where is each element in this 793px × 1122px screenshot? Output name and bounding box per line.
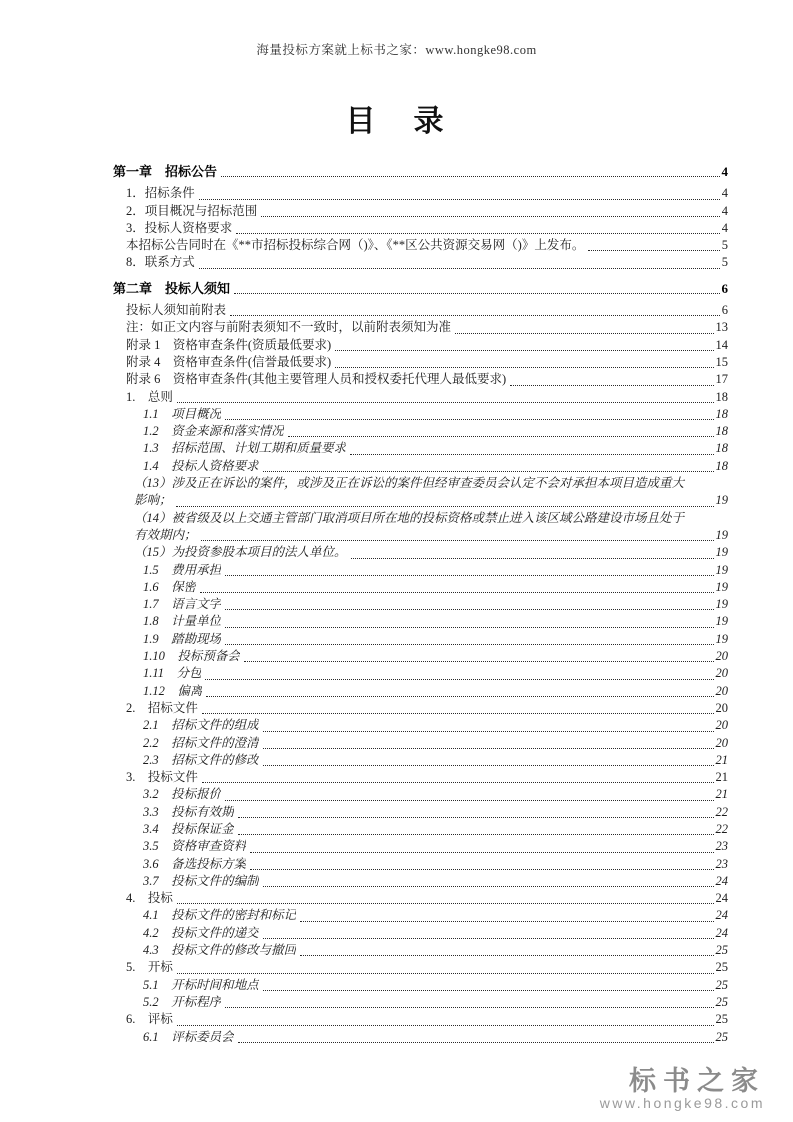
dot-leader — [176, 506, 714, 507]
toc-entry-label: 1.7 语言文字 — [143, 597, 222, 612]
toc-entry-label: 5.1 开标时间和地点 — [143, 977, 259, 992]
toc-entry-label: 附录 4 资格审查条件(信誉最低要求) — [126, 354, 332, 369]
toc-entry-label: 2.1 招标文件的组成 — [143, 718, 259, 733]
toc-row — [113, 203, 728, 220]
page-number: 25 — [715, 1012, 728, 1027]
table-of-contents — [113, 163, 728, 1046]
dot-leader — [201, 540, 714, 541]
page-number: 18 — [715, 424, 728, 439]
toc-row — [113, 769, 728, 786]
toc-row — [113, 475, 728, 492]
toc-entry-label: 6.1 评标委员会 — [143, 1029, 234, 1044]
page-number: 20 — [715, 735, 728, 750]
toc-row — [113, 254, 728, 271]
toc-entry-label: 1.8 计量单位 — [143, 614, 222, 629]
toc-entry-label: 1.2 资金来源和落实情况 — [143, 424, 284, 439]
toc-row — [113, 890, 728, 907]
dot-leader — [202, 713, 714, 714]
toc-row — [113, 596, 728, 613]
toc-entry-label: 3.2 投标报价 — [143, 787, 222, 802]
page-number: 22 — [715, 804, 728, 819]
watermark-logo-text: 标书之家 — [629, 1065, 765, 1096]
toc-entry-label: （15）为投资参股本项目的法人单位。 — [134, 545, 347, 560]
toc-entry-label: 2.3 招标文件的修改 — [143, 752, 259, 767]
toc-row — [113, 458, 728, 475]
toc-entry-label: 5.2 开标程序 — [143, 994, 222, 1009]
toc-row — [113, 185, 728, 202]
toc-entry-label: 附录 6 资格审查条件(其他主要管理人员和授权委托代理人最低要求) — [126, 372, 507, 387]
toc-entry-label: 注：如正文内容与前附表须知不一致时，以前附表须知为准 — [126, 320, 452, 335]
dot-leader — [225, 575, 713, 576]
toc-entry-label: 4.2 投标文件的递交 — [143, 925, 259, 940]
page-number: 25 — [715, 994, 728, 1009]
toc-row — [113, 786, 728, 803]
dot-leader — [177, 903, 714, 904]
page-number: 24 — [715, 891, 728, 906]
dot-leader — [199, 268, 720, 269]
toc-entry-label: 第一章 招标公告 — [113, 164, 218, 179]
dot-leader — [263, 765, 714, 766]
toc-row — [113, 1029, 728, 1046]
page-number: 6 — [721, 303, 728, 318]
toc-entry-label: 1. 总则 — [126, 389, 173, 404]
toc-row — [113, 717, 728, 734]
dot-leader — [238, 1042, 714, 1043]
dot-leader — [263, 731, 714, 732]
toc-row — [113, 907, 728, 924]
toc-row — [113, 302, 728, 319]
page-number: 19 — [715, 493, 728, 508]
dot-leader — [335, 350, 713, 351]
toc-row — [113, 527, 728, 544]
toc-entry-label: 1.3 招标范围、计划工期和质量要求 — [143, 441, 347, 456]
toc-entry-label: 3. 投标文件 — [126, 770, 198, 785]
dot-leader — [225, 419, 713, 420]
toc-row — [113, 821, 728, 838]
page-number: 5 — [721, 238, 728, 253]
page-number: 25 — [715, 960, 728, 975]
page-number: 18 — [715, 406, 728, 421]
page-number: 24 — [715, 873, 728, 888]
page-number: 20 — [715, 700, 728, 715]
dot-leader — [177, 973, 714, 974]
page-number: 15 — [715, 354, 728, 369]
toc-entry-label: 4.3 投标文件的修改与撤回 — [143, 943, 297, 958]
toc-entry-label: （13）涉及正在诉讼的案件，或涉及正在诉讼的案件但经审查委员会认定不会对承担本项目造成重大 — [134, 476, 685, 491]
page-number: 14 — [715, 337, 728, 352]
page-title: 目 录 — [345, 105, 448, 138]
toc-row — [113, 319, 728, 336]
dot-leader — [238, 817, 714, 818]
dot-leader — [510, 385, 713, 386]
toc-row — [113, 977, 728, 994]
toc-entry-label: 4.1 投标文件的密封和标记 — [143, 908, 297, 923]
toc-entry-label: 4. 投标 — [126, 891, 173, 906]
toc-entry-label: 1.11 分包 — [143, 666, 202, 681]
page-number: 4 — [721, 203, 728, 218]
toc-entry-label: 本招标公告同时在《**市招标投标综合网（)》、《**区公共资源交易网（)》上发布。 — [126, 238, 585, 253]
toc-row — [113, 994, 728, 1011]
dot-leader — [261, 216, 719, 217]
toc-row — [113, 371, 728, 388]
toc-entry-label: 1.4 投标人资格要求 — [143, 458, 259, 473]
toc-entry-label: 2．项目概况与招标范围 — [126, 203, 258, 218]
page-number: 19 — [715, 562, 728, 577]
page-number: 22 — [715, 821, 728, 836]
dot-leader — [350, 454, 713, 455]
dot-leader — [177, 402, 714, 403]
toc-row — [113, 562, 728, 579]
dot-leader — [263, 748, 714, 749]
dot-leader — [177, 1025, 714, 1026]
dot-leader — [455, 333, 713, 334]
page-number: 25 — [715, 977, 728, 992]
toc-row — [113, 163, 728, 180]
dot-leader — [263, 886, 714, 887]
dot-leader — [236, 233, 719, 234]
page-number: 4 — [721, 220, 728, 235]
page-number: 21 — [715, 787, 728, 802]
toc-row — [113, 959, 728, 976]
page-number: 20 — [715, 683, 728, 698]
toc-entry-label: 3.5 资格审查资料 — [143, 839, 247, 854]
toc-row — [113, 337, 728, 354]
dot-leader — [206, 696, 713, 697]
toc-entry-label: 3.6 备选投标方案 — [143, 856, 247, 871]
toc-row — [113, 925, 728, 942]
toc-row — [113, 280, 728, 297]
dot-leader — [199, 199, 720, 200]
dot-leader — [588, 250, 719, 251]
dot-leader — [300, 921, 713, 922]
toc-row — [113, 406, 728, 423]
dot-leader — [238, 834, 714, 835]
toc-entry-label: 1.5 费用承担 — [143, 562, 222, 577]
toc-row — [113, 752, 728, 769]
toc-row — [113, 613, 728, 630]
toc-entry-label: 3．投标人资格要求 — [126, 220, 233, 235]
page-number: 17 — [715, 372, 728, 387]
page-number: 21 — [715, 752, 728, 767]
toc-row — [113, 440, 728, 457]
toc-row — [113, 579, 728, 596]
toc-entry-label: 1.12 偏离 — [143, 683, 203, 698]
dot-leader — [263, 938, 714, 939]
dot-leader — [288, 436, 714, 437]
toc-row — [113, 354, 728, 371]
toc-row — [113, 648, 728, 665]
page-number: 23 — [715, 839, 728, 854]
toc-row — [113, 1011, 728, 1028]
toc-entry-label: 8．联系方式 — [126, 255, 195, 270]
dot-leader — [225, 609, 713, 610]
toc-entry-label: 投标人须知前附表 — [126, 303, 227, 318]
toc-row — [113, 631, 728, 648]
page-number: 19 — [715, 631, 728, 646]
dot-leader — [221, 176, 719, 177]
page-number: 21 — [715, 770, 728, 785]
page-number: 23 — [715, 856, 728, 871]
dot-leader — [335, 367, 713, 368]
dot-leader — [225, 627, 713, 628]
toc-entry-label: 1.6 保密 — [143, 579, 197, 594]
toc-entry-label: 6. 评标 — [126, 1012, 173, 1027]
toc-row — [113, 665, 728, 682]
page-number: 24 — [715, 908, 728, 923]
toc-row — [113, 389, 728, 406]
dot-leader — [200, 592, 713, 593]
page-number: 18 — [715, 441, 728, 456]
toc-row — [113, 838, 728, 855]
dot-leader — [225, 1007, 713, 1008]
page-header-slogan: 海量投标方案就上标书之家：www.hongke98.com — [256, 43, 537, 57]
toc-row — [113, 237, 728, 254]
dot-leader — [202, 782, 714, 783]
page-number: 25 — [715, 1029, 728, 1044]
dot-leader — [250, 852, 713, 853]
toc-entry-label: （14）被省级及以上交通主管部门取消项目所在地的投标资格或禁止进入该区域公路建设市场且处于 — [134, 510, 685, 525]
toc-entry-label: 1.1 项目概况 — [143, 406, 222, 421]
page-number: 19 — [715, 545, 728, 560]
toc-entry-label: 3.3 投标有效期 — [143, 804, 234, 819]
page-number: 6 — [721, 280, 728, 296]
page-number: 5 — [721, 255, 728, 270]
page-number: 4 — [721, 164, 728, 179]
toc-row — [113, 544, 728, 561]
toc-row — [113, 700, 728, 717]
toc-row — [113, 735, 728, 752]
dot-leader — [225, 644, 713, 645]
page-number: 19 — [715, 597, 728, 612]
toc-entry-label: 3.4 投标保证金 — [143, 821, 234, 836]
dot-leader — [230, 315, 720, 316]
toc-row — [113, 510, 728, 527]
watermark — [600, 1067, 765, 1112]
page-number: 20 — [715, 666, 728, 681]
dot-leader — [234, 293, 719, 294]
toc-row — [113, 423, 728, 440]
toc-entry-label: 1.10 投标预备会 — [143, 649, 240, 664]
dot-leader — [205, 679, 713, 680]
dot-leader — [300, 955, 713, 956]
toc-row — [113, 856, 728, 873]
dot-leader — [263, 990, 714, 991]
page-number: 4 — [721, 186, 728, 201]
dot-leader — [250, 869, 713, 870]
toc-row — [113, 492, 728, 509]
toc-row — [113, 683, 728, 700]
page-number: 20 — [715, 649, 728, 664]
toc-row — [113, 804, 728, 821]
watermark-url: www.hongke98.com — [599, 1095, 765, 1112]
toc-entry-label: 1.9 踏勘现场 — [143, 631, 222, 646]
dot-leader — [225, 800, 713, 801]
page-number: 13 — [715, 320, 728, 335]
toc-entry-label: 第二章 投标人须知 — [113, 280, 231, 296]
toc-entry-label: 2.2 招标文件的澄清 — [143, 735, 259, 750]
toc-entry-label: 影响； — [134, 493, 172, 508]
toc-entry-label: 3.7 投标文件的编制 — [143, 873, 259, 888]
toc-entry-label: 5. 开标 — [126, 960, 173, 975]
page-number: 19 — [715, 579, 728, 594]
page-number: 24 — [715, 925, 728, 940]
page-number: 19 — [715, 614, 728, 629]
page-number: 25 — [715, 943, 728, 958]
toc-entry-label: 附录 1 资格审查条件(资质最低要求) — [126, 337, 332, 352]
toc-entry-label: 2. 招标文件 — [126, 700, 198, 715]
toc-entry-label: 1．招标条件 — [126, 186, 195, 201]
page-number: 20 — [715, 718, 728, 733]
dot-leader — [244, 661, 714, 662]
toc-row — [113, 873, 728, 890]
page-number: 18 — [715, 458, 728, 473]
dot-leader — [351, 558, 714, 559]
toc-entry-label: 有效期内； — [134, 527, 197, 542]
toc-row — [113, 220, 728, 237]
page-number: 19 — [715, 527, 728, 542]
page-number: 18 — [715, 389, 728, 404]
dot-leader — [263, 471, 714, 472]
toc-row — [113, 942, 728, 959]
